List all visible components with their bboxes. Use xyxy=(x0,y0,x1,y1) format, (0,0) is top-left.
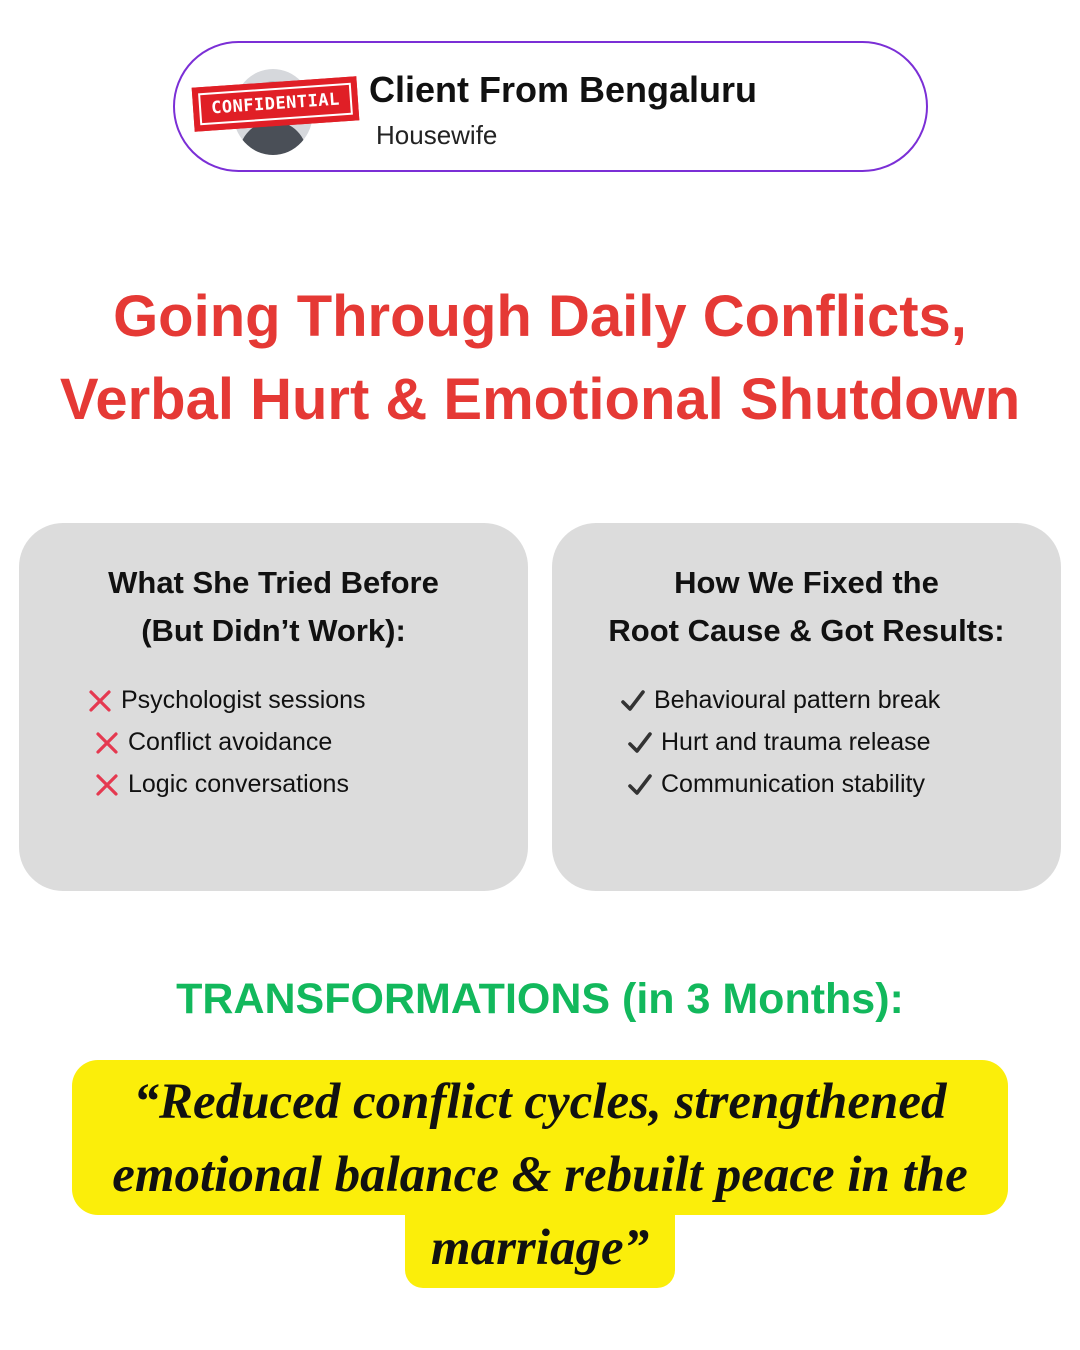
transformation-quote xyxy=(72,1066,1008,1285)
fixed-root-cause-item xyxy=(627,770,925,799)
tried-before-item xyxy=(94,728,332,757)
headline-line-1: Going Through Daily Conflicts, xyxy=(113,284,967,349)
quote-line-2: emotional balance & rebuilt peace in the xyxy=(112,1147,968,1203)
cross-icon xyxy=(87,688,113,714)
tried-before-title-line-2: (But Didn’t Work): xyxy=(141,613,406,648)
fixed-root-cause-item-label: Communication stability xyxy=(661,770,925,798)
tried-before-item xyxy=(94,770,349,799)
fixed-root-cause-item xyxy=(620,686,940,715)
tried-before-item-label: Logic conversations xyxy=(128,770,349,798)
tried-before-item xyxy=(87,686,366,715)
check-icon xyxy=(627,772,653,798)
check-icon xyxy=(620,688,646,714)
fixed-root-cause-item-label: Behavioural pattern break xyxy=(654,686,941,714)
tried-before-title-line-1: What She Tried Before xyxy=(108,565,439,600)
fixed-root-cause-item xyxy=(627,728,931,757)
check-icon xyxy=(627,730,653,756)
tried-before-card xyxy=(19,523,528,891)
headline-line-2: Verbal Hurt & Emotional Shutdown xyxy=(59,367,1021,432)
quote-line-3: marriage” xyxy=(430,1220,650,1276)
fixed-root-cause-card xyxy=(552,523,1061,891)
quote-line-1: “Reduced conflict cycles, strengthened xyxy=(133,1074,947,1130)
fixed-root-cause-title xyxy=(552,559,1061,655)
client-name: Client From Bengaluru xyxy=(369,69,758,110)
confidential-stamp-text: CONFIDENTIAL xyxy=(198,83,353,126)
tried-before-item-label: Conflict avoidance xyxy=(128,728,333,756)
tried-before-title xyxy=(19,559,528,655)
cross-icon xyxy=(94,772,120,798)
fixed-root-cause-title-line-2: Root Cause & Got Results: xyxy=(608,613,1005,648)
fixed-root-cause-item-label: Hurt and trauma release xyxy=(661,728,931,756)
tried-before-item-label: Psychologist sessions xyxy=(121,686,366,714)
client-role: Housewife xyxy=(376,120,498,150)
transformations-title: TRANSFORMATIONS (in 3 Months): xyxy=(176,975,904,1023)
cross-icon xyxy=(94,730,120,756)
headline xyxy=(0,275,1080,441)
fixed-root-cause-title-line-1: How We Fixed the xyxy=(674,565,939,600)
